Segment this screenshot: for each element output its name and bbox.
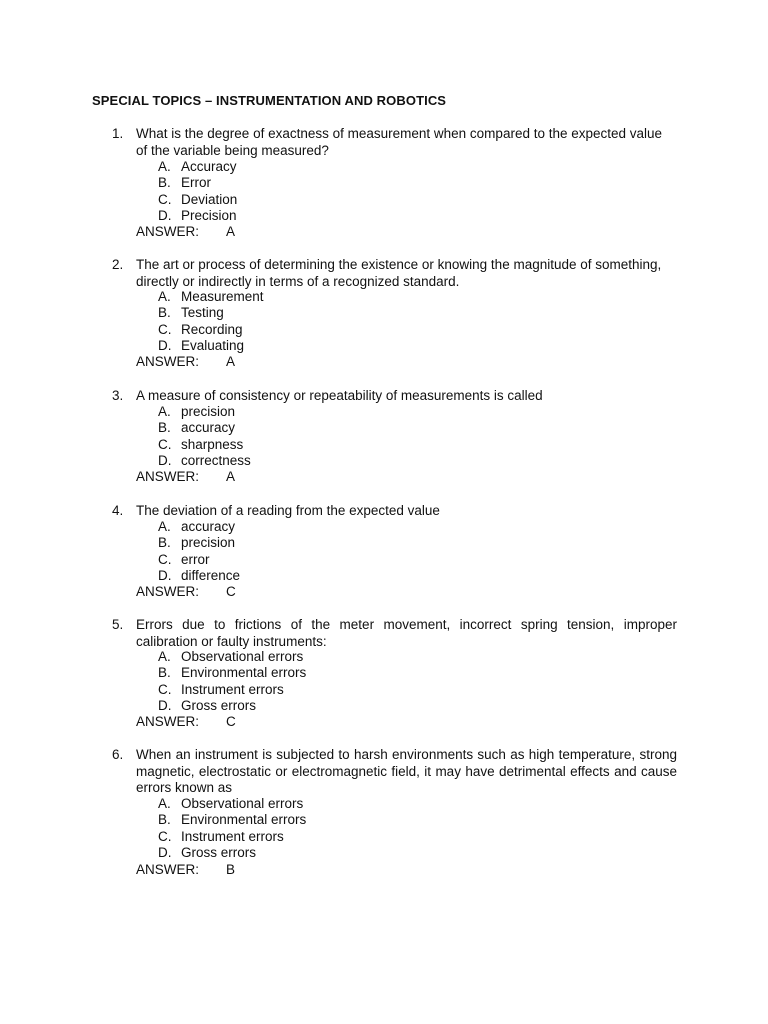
option-letter: D. bbox=[158, 338, 172, 354]
option-letter: C. bbox=[158, 436, 172, 452]
options-list bbox=[0, 519, 768, 585]
option-text: Gross errors bbox=[181, 698, 257, 714]
option-c bbox=[0, 437, 768, 453]
option-letter: C. bbox=[158, 191, 172, 207]
option-text: correctness bbox=[181, 453, 251, 469]
option-letter: C. bbox=[158, 321, 172, 337]
option-letter: C. bbox=[158, 551, 172, 567]
question-number: 5. bbox=[112, 617, 124, 632]
option-letter: C. bbox=[158, 681, 172, 697]
option-text: precision bbox=[181, 535, 236, 551]
option-b bbox=[0, 305, 768, 321]
option-letter: D. bbox=[158, 845, 172, 861]
answer-label: ANSWER: bbox=[136, 224, 200, 239]
option-text: precision bbox=[181, 404, 236, 419]
document-title: SPECIAL TOPICS – INSTRUMENTATION AND ROBOTICS bbox=[92, 93, 447, 108]
options-list bbox=[0, 289, 768, 355]
option-letter: A. bbox=[158, 519, 171, 534]
option-b bbox=[0, 420, 768, 436]
answer-value: A bbox=[226, 224, 236, 239]
option-letter: A. bbox=[158, 796, 171, 811]
options-list bbox=[0, 404, 768, 470]
option-letter: D. bbox=[158, 453, 172, 469]
answer-value: B bbox=[226, 862, 236, 877]
option-letter: B. bbox=[158, 175, 171, 191]
option-c bbox=[0, 192, 768, 208]
option-text: Evaluating bbox=[181, 338, 245, 354]
option-a bbox=[0, 159, 768, 175]
answer-label: ANSWER: bbox=[136, 354, 200, 369]
question-text: A measure of consistency or repeatability of measurements is called bbox=[136, 388, 543, 403]
option-text: accuracy bbox=[181, 420, 236, 436]
option-d bbox=[0, 698, 768, 714]
option-b bbox=[0, 812, 768, 828]
answer-label: ANSWER: bbox=[136, 584, 200, 599]
question-number: 3. bbox=[112, 388, 124, 403]
option-text: Testing bbox=[181, 305, 224, 321]
option-text: Measurement bbox=[181, 289, 264, 304]
answer-value: A bbox=[226, 354, 236, 369]
option-text: error bbox=[181, 551, 210, 567]
option-d bbox=[0, 845, 768, 861]
options-list bbox=[0, 649, 768, 715]
option-text: Deviation bbox=[181, 191, 238, 207]
question-text: The art or process of determining the existence or knowing the magnitude of something, directly or indirectly in terms of a recognized standard. bbox=[136, 257, 662, 289]
question-text: The deviation of a reading from the expected value bbox=[136, 503, 440, 518]
options-list bbox=[0, 159, 768, 225]
question-text: Errors due to frictions of the meter movement, incorrect spring tension, improper calibration or faulty instruments: bbox=[136, 617, 677, 649]
option-text: Precision bbox=[181, 208, 237, 224]
option-text: Accuracy bbox=[181, 159, 237, 174]
answer-label: ANSWER: bbox=[136, 862, 200, 877]
options-list bbox=[0, 796, 768, 862]
option-letter: B. bbox=[158, 535, 171, 551]
option-text: Instrument errors bbox=[181, 681, 284, 697]
question-text: What is the degree of exactness of measurement when compared to the expected value of the variable being measured? bbox=[136, 126, 663, 158]
option-d bbox=[0, 338, 768, 354]
question-text: When an instrument is subjected to harsh environments such as high temperature, strong magnetic, electrostatic or electromagnetic field, it may have detrimental effects and cause errors known as bbox=[136, 747, 677, 795]
answer-label: ANSWER: bbox=[136, 714, 200, 729]
option-text: sharpness bbox=[181, 436, 244, 452]
option-letter: D. bbox=[158, 698, 172, 714]
answer-value: C bbox=[226, 714, 236, 729]
option-text: Recording bbox=[181, 321, 243, 337]
option-letter: D. bbox=[158, 568, 172, 584]
option-a bbox=[0, 649, 768, 665]
option-letter: B. bbox=[158, 305, 171, 321]
option-text: Environmental errors bbox=[181, 812, 307, 828]
option-text: Error bbox=[181, 175, 211, 191]
option-text: Environmental errors bbox=[181, 665, 307, 681]
option-letter: A. bbox=[158, 649, 171, 664]
option-d bbox=[0, 208, 768, 224]
option-letter: D. bbox=[158, 208, 172, 224]
option-text: difference bbox=[181, 568, 241, 584]
option-d bbox=[0, 453, 768, 469]
option-a bbox=[0, 404, 768, 420]
option-letter: B. bbox=[158, 812, 171, 828]
answer-value: A bbox=[226, 469, 236, 484]
answer-label: ANSWER: bbox=[136, 469, 200, 484]
option-letter: A. bbox=[158, 289, 171, 304]
option-c bbox=[0, 552, 768, 568]
option-c bbox=[0, 682, 768, 698]
answer-value: C bbox=[226, 584, 236, 599]
option-text: Instrument errors bbox=[181, 828, 284, 844]
option-a bbox=[0, 289, 768, 305]
option-c bbox=[0, 829, 768, 845]
question-number: 4. bbox=[112, 503, 124, 518]
option-letter: B. bbox=[158, 665, 171, 681]
option-a bbox=[0, 519, 768, 535]
option-text: accuracy bbox=[181, 519, 236, 534]
question-number: 2. bbox=[112, 257, 124, 272]
option-letter: C. bbox=[158, 828, 172, 844]
option-d bbox=[0, 568, 768, 584]
option-letter: A. bbox=[158, 159, 171, 174]
option-b bbox=[0, 535, 768, 551]
option-b bbox=[0, 665, 768, 681]
option-text: Gross errors bbox=[181, 845, 257, 861]
question-number: 6. bbox=[112, 747, 124, 762]
option-letter: A. bbox=[158, 404, 171, 419]
option-c bbox=[0, 322, 768, 338]
option-text: Observational errors bbox=[181, 649, 304, 664]
option-a bbox=[0, 796, 768, 812]
option-letter: B. bbox=[158, 420, 171, 436]
option-text: Observational errors bbox=[181, 796, 304, 811]
question-number: 1. bbox=[112, 126, 124, 141]
option-b bbox=[0, 175, 768, 191]
